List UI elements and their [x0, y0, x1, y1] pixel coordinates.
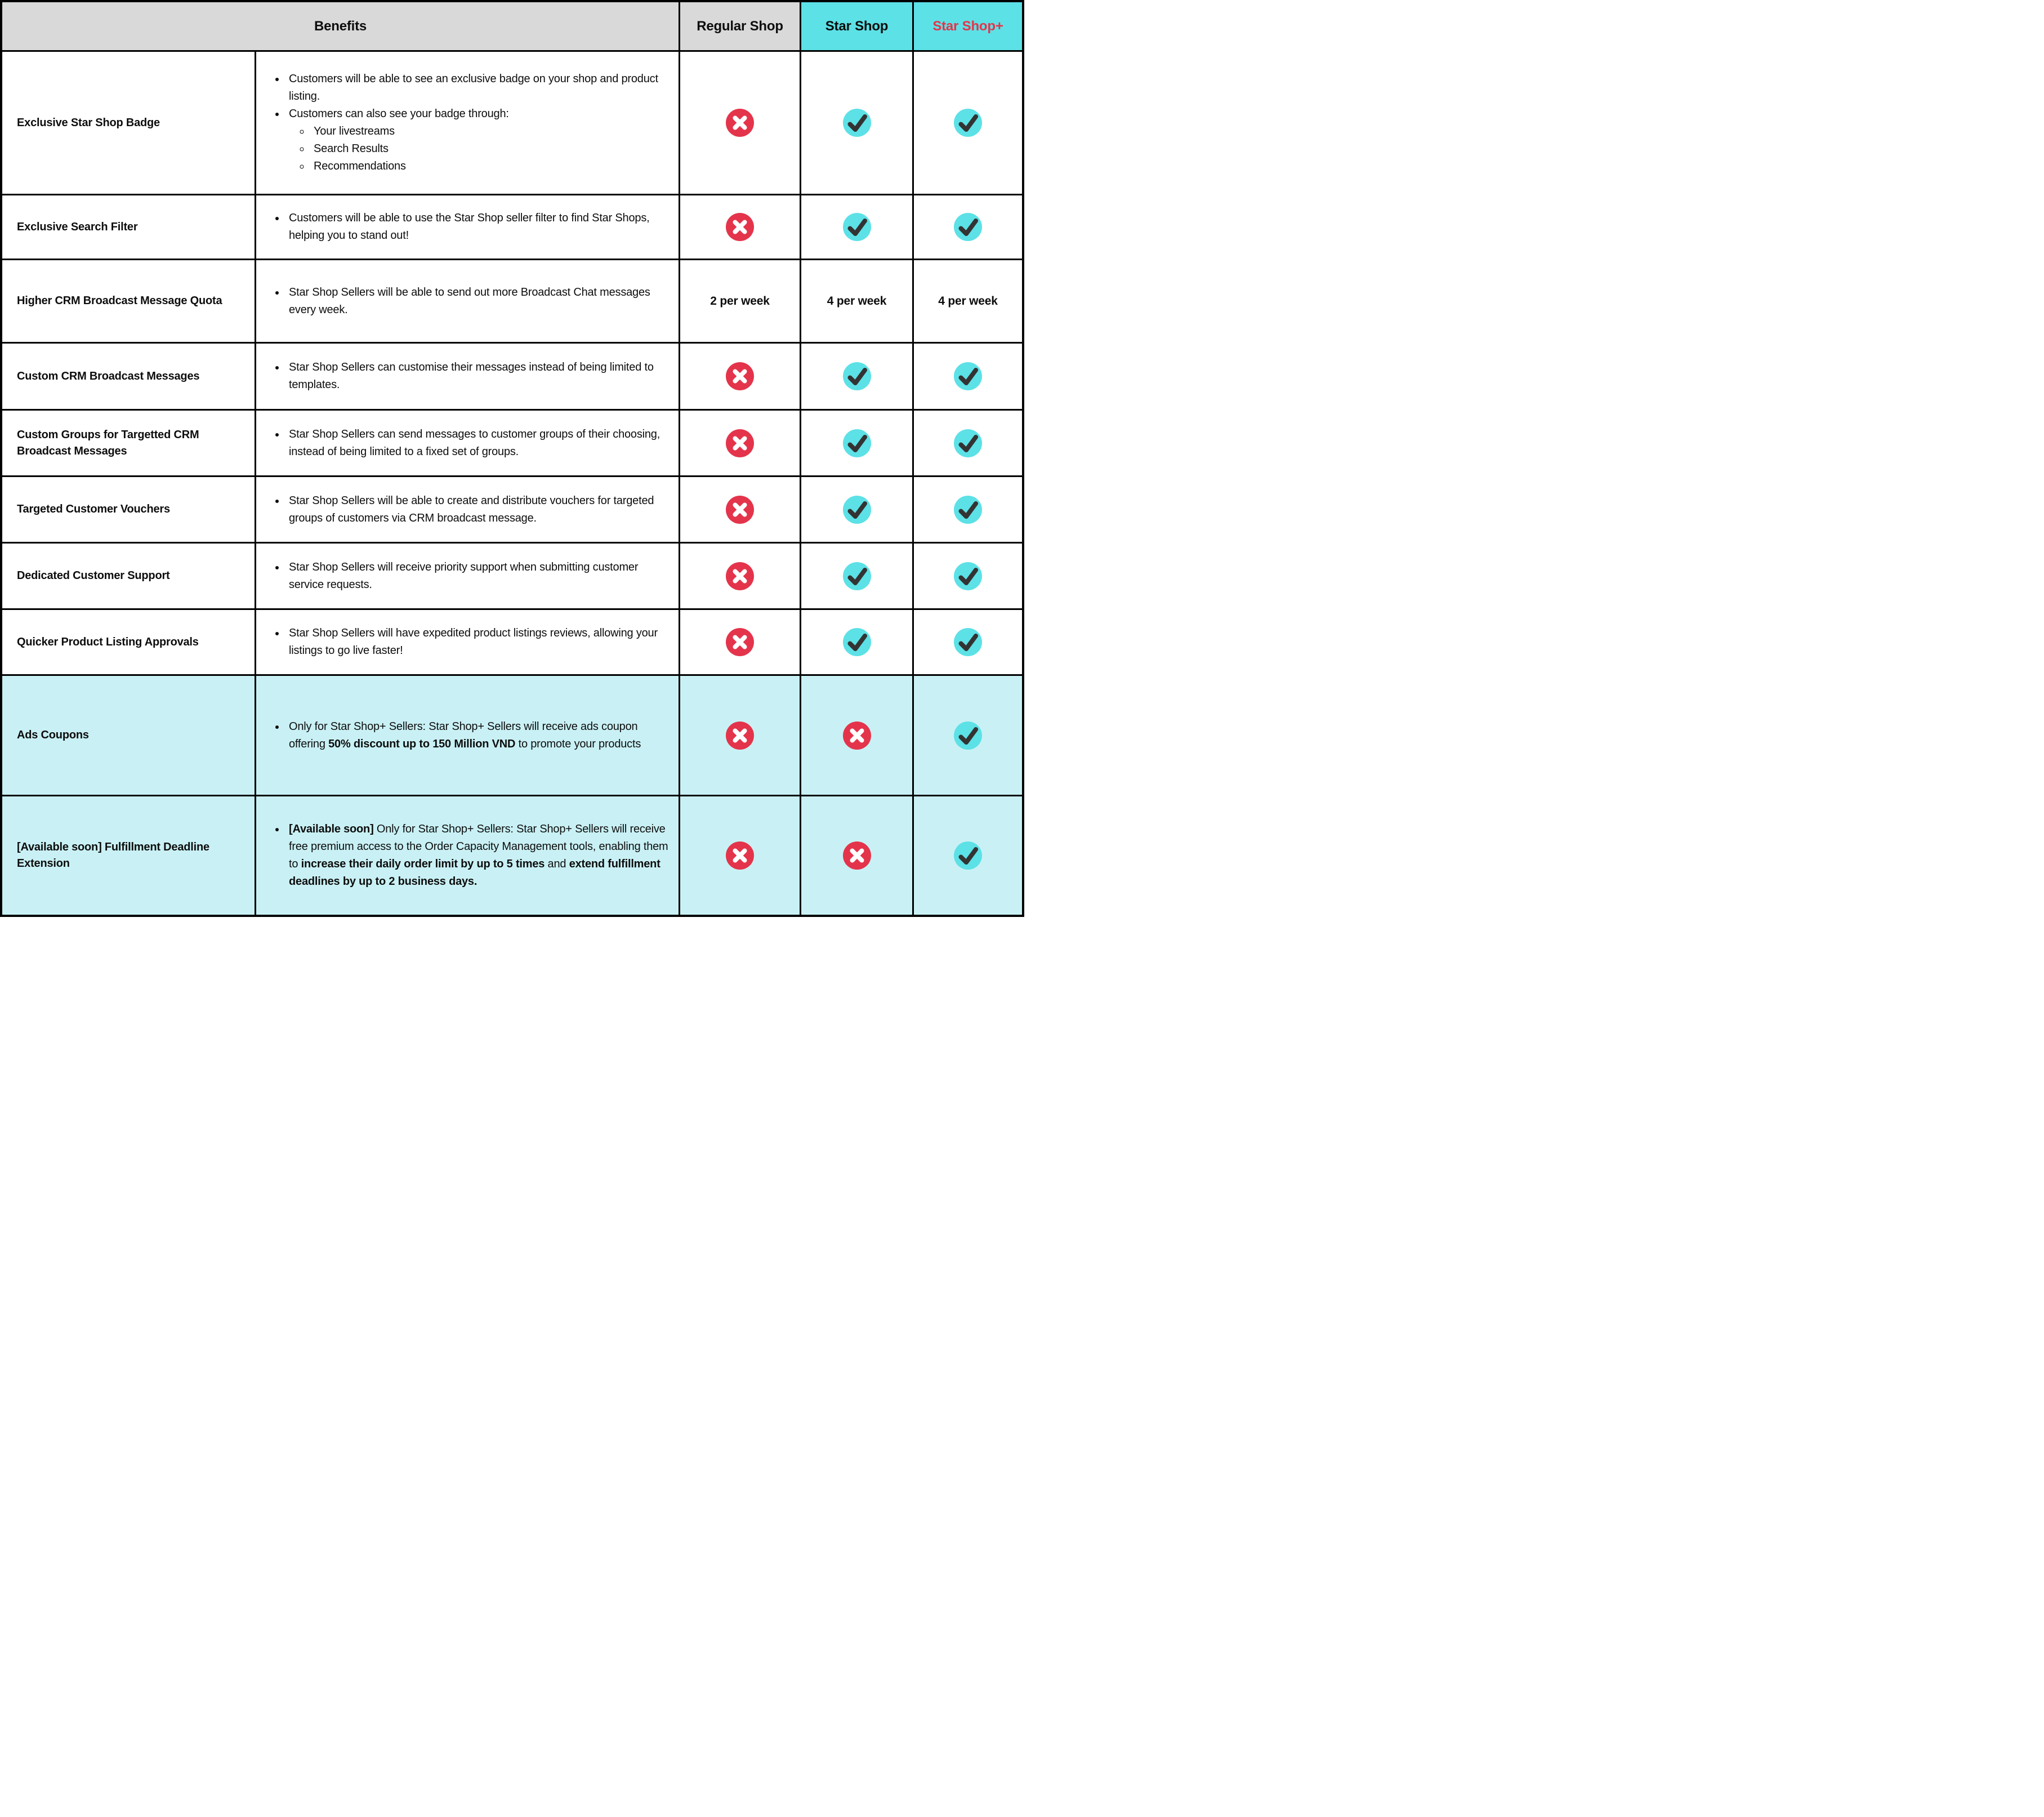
plan-status-cell-regular — [680, 195, 800, 259]
bullet-item — [285, 105, 668, 123]
bullet-text: Customers will be able to use the Star Shop seller filter to find Star Shops, helping you to stand out! — [289, 212, 650, 242]
sub-bullet-item: ◦ Your livestreams — [310, 123, 668, 140]
bullet-text: Only for Star Shop+ Sellers: Star Shop+ Sellers will receive ads coupon offering — [289, 720, 638, 750]
benefit-description-cell — [256, 52, 679, 194]
sub-bullet-item: ◦ Search Results — [310, 140, 668, 158]
bullet-item — [285, 210, 668, 244]
plan-status-cell-star — [801, 411, 912, 475]
plan-status-cell-star — [801, 796, 912, 915]
check-circle-icon — [953, 562, 983, 591]
plan-status-cell-regular — [680, 796, 800, 915]
bullet-text-bold: [Available soon] — [289, 823, 374, 835]
plan-status-cell-star — [801, 195, 912, 259]
benefit-name-cell — [2, 52, 255, 194]
bullet-item — [285, 359, 668, 394]
benefit-description-cell — [256, 544, 679, 608]
cross-circle-icon — [725, 212, 755, 242]
benefit-name-cell — [2, 796, 255, 915]
bullet-item — [285, 625, 668, 660]
bullet-text: Star Shop Sellers will be able to create and distribute vouchers for targeted groups of customers via CRM broadcast message. — [289, 494, 654, 524]
benefit-description-cell — [256, 411, 679, 475]
bullet-text: Customers can also see your badge through: — [289, 108, 509, 120]
check-circle-icon — [953, 429, 983, 458]
header-plan-star-plus — [914, 2, 1022, 50]
benefit-description-cell — [256, 344, 679, 409]
check-circle-icon — [842, 429, 872, 458]
benefit-name: Quicker Product Listing Approvals — [17, 635, 199, 648]
bullet-list — [272, 492, 668, 527]
benefit-name: Targeted Customer Vouchers — [17, 503, 170, 515]
benefit-name: Custom Groups for Targetted CRM Broadcast Messages — [17, 428, 199, 457]
bullet-text-bold: extend fulfillment deadlines by up to 2 business days. — [289, 858, 660, 888]
bullet-item — [285, 70, 668, 105]
benefit-description-cell — [256, 477, 679, 542]
bullet-text: Star Shop Sellers will have expedited product listings reviews, allowing your listings to go live faster! — [289, 627, 658, 657]
bullet-item — [285, 559, 668, 594]
bullet-list — [272, 559, 668, 594]
bullet-list — [272, 210, 668, 244]
cross-circle-icon — [725, 429, 755, 458]
plan-status-cell-regular — [680, 411, 800, 475]
check-circle-icon — [953, 841, 983, 870]
plan-status-cell-star-plus — [914, 477, 1022, 542]
bullet-text: to promote your products — [515, 737, 641, 750]
cross-circle-icon — [725, 627, 755, 657]
star-shop-header-label: Star Shop — [825, 18, 889, 34]
cross-circle-icon — [725, 562, 755, 591]
cross-circle-icon — [725, 495, 755, 524]
sub-bullet-item: ◦ Recommendations — [310, 158, 668, 175]
bullet-item — [285, 718, 668, 753]
plan-status-cell-star — [801, 544, 912, 608]
benefit-name: Custom CRM Broadcast Messages — [17, 369, 200, 382]
check-circle-icon — [953, 627, 983, 657]
plan-status-cell-star-plus — [914, 411, 1022, 475]
header-plan-regular — [680, 2, 800, 50]
bullet-list — [272, 284, 668, 319]
bullet-item — [285, 284, 668, 319]
plan-status-cell-star — [801, 477, 912, 542]
plan-status-cell-star-plus — [914, 676, 1022, 795]
cross-circle-icon — [725, 108, 755, 137]
sub-bullet-list — [285, 123, 668, 175]
plan-status-cell-regular — [680, 52, 800, 194]
bullet-list — [272, 70, 668, 175]
benefits-header-label: Benefits — [314, 18, 367, 34]
benefit-name: Ads Coupons — [17, 729, 89, 741]
plan-status-cell-star — [801, 610, 912, 674]
bullet-text-bold: increase their daily order limit by up to 5 times — [301, 858, 545, 870]
cross-circle-icon — [842, 841, 872, 870]
bullet-text: Customers will be able to see an exclusive badge on your shop and product listing. — [289, 73, 658, 103]
check-circle-icon — [842, 495, 872, 524]
benefit-description-cell — [256, 260, 679, 342]
plan-status-cell-star-plus — [914, 195, 1022, 259]
cross-circle-icon — [725, 841, 755, 870]
check-circle-icon — [842, 362, 872, 391]
plan-status-cell-star-plus — [914, 344, 1022, 409]
plan-status-cell-star-plus — [914, 260, 1022, 342]
bullet-text: Star Shop Sellers can customise their messages instead of being limited to templates. — [289, 361, 654, 391]
benefit-name-cell — [2, 610, 255, 674]
bullet-text: Only for Star Shop+ Sellers: Star Shop+ Sellers will receive free premium access to the Order Capacity Management tools, enabling them to — [289, 823, 668, 870]
benefit-name-cell — [2, 477, 255, 542]
quota-value: 4 per week — [938, 294, 998, 308]
bullet-list — [272, 625, 668, 660]
benefit-name: Dedicated Customer Support — [17, 569, 170, 582]
bullet-text: Star Shop Sellers can send messages to customer groups of their choosing, instead of being limited to a fixed set of groups. — [289, 427, 660, 458]
benefit-name: Exclusive Search Filter — [17, 220, 138, 233]
plan-status-cell-star-plus — [914, 796, 1022, 915]
check-circle-icon — [953, 212, 983, 242]
benefit-name-cell — [2, 344, 255, 409]
benefit-description-cell — [256, 676, 679, 795]
cross-circle-icon — [725, 721, 755, 750]
plan-status-cell-star-plus — [914, 610, 1022, 674]
plan-status-cell-regular — [680, 260, 800, 342]
check-circle-icon — [842, 627, 872, 657]
bullet-text-bold: 50% discount up to 150 Million VND — [328, 737, 516, 750]
plan-status-cell-regular — [680, 544, 800, 608]
quota-value: 2 per week — [710, 294, 770, 308]
benefit-name: Exclusive Star Shop Badge — [17, 116, 160, 129]
benefit-name-cell — [2, 195, 255, 259]
check-circle-icon — [842, 108, 872, 137]
star-shop-plus-header-label: Star Shop+ — [932, 18, 1003, 34]
plan-status-cell-regular — [680, 344, 800, 409]
bullet-list — [272, 426, 668, 461]
plan-status-cell-star-plus — [914, 544, 1022, 608]
bullet-list — [272, 359, 668, 394]
benefit-name-cell — [2, 260, 255, 342]
benefit-name: Higher CRM Broadcast Message Quota — [17, 295, 222, 307]
check-circle-icon — [953, 108, 983, 137]
benefit-name-cell — [2, 544, 255, 608]
regular-shop-header-label: Regular Shop — [697, 18, 783, 34]
header-benefits-cell — [2, 2, 679, 50]
benefit-name: [Available soon] Fulfillment Deadline Extension — [17, 841, 209, 870]
bullet-item — [285, 492, 668, 527]
bullet-item — [285, 821, 668, 890]
benefit-name-cell — [2, 411, 255, 475]
bullet-item — [285, 426, 668, 461]
header-plan-star — [801, 2, 912, 50]
bullet-text: Star Shop Sellers will receive priority support when submitting customer service requests. — [289, 560, 639, 591]
plan-status-cell-regular — [680, 477, 800, 542]
check-circle-icon — [953, 362, 983, 391]
benefit-description-cell — [256, 195, 679, 259]
plan-status-cell-star-plus — [914, 52, 1022, 194]
benefit-description-cell — [256, 796, 679, 915]
plan-status-cell-star — [801, 52, 912, 194]
bullet-text: Star Shop Sellers will be able to send out more Broadcast Chat messages every week. — [289, 286, 650, 316]
cross-circle-icon — [725, 362, 755, 391]
benefit-name-cell — [2, 676, 255, 795]
benefit-description-cell — [256, 610, 679, 674]
plan-status-cell-regular — [680, 610, 800, 674]
cross-circle-icon — [842, 721, 872, 750]
check-circle-icon — [842, 562, 872, 591]
bullet-list — [272, 821, 668, 890]
plan-status-cell-regular — [680, 676, 800, 795]
plan-status-cell-star — [801, 260, 912, 342]
plan-status-cell-star — [801, 344, 912, 409]
check-circle-icon — [953, 721, 983, 750]
check-circle-icon — [842, 212, 872, 242]
benefits-comparison-table — [0, 0, 1024, 917]
quota-value: 4 per week — [827, 294, 887, 308]
bullet-list — [272, 718, 668, 753]
check-circle-icon — [953, 495, 983, 524]
plan-status-cell-star — [801, 676, 912, 795]
bullet-text: and — [545, 858, 569, 870]
